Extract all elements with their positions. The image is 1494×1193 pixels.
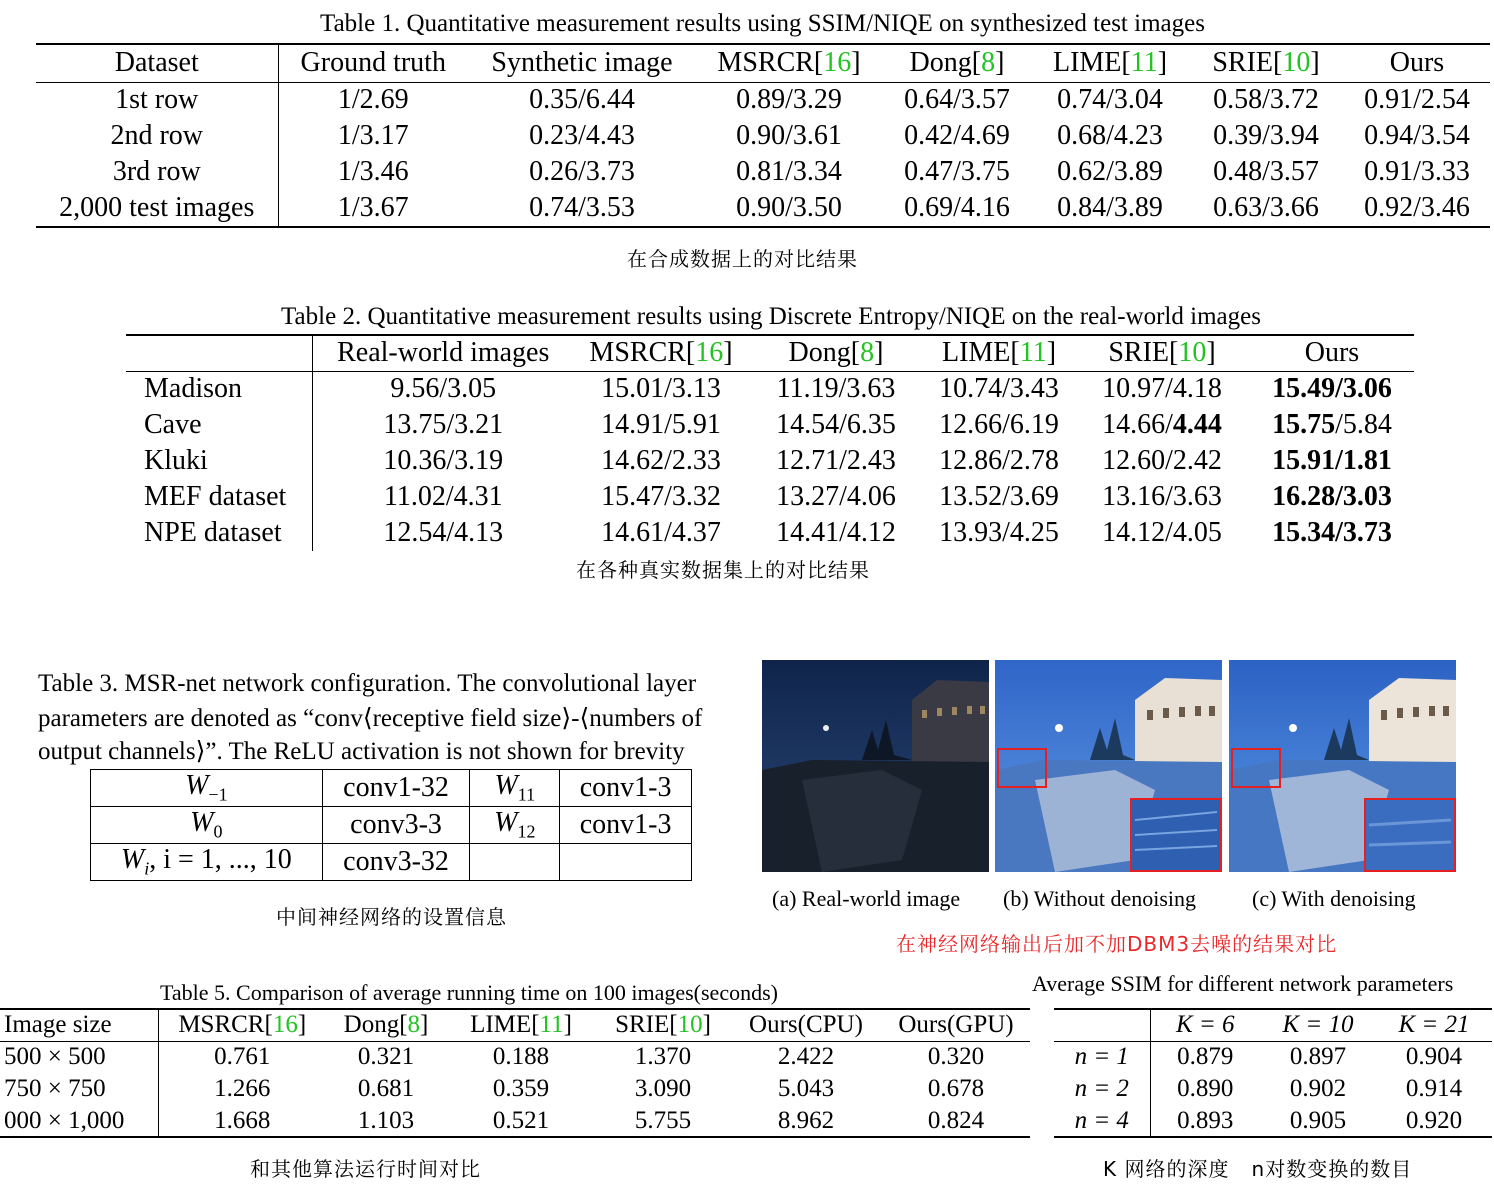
table-cell: 15.47/3.32 — [601, 481, 721, 512]
table-cell: 0.90/3.61 — [736, 120, 842, 151]
table5-header-size: Image size — [0, 1009, 158, 1041]
row-label: 000 × 1,000 — [0, 1105, 158, 1137]
table-cell-best: 0.521 — [492, 1106, 550, 1134]
table1-header-syn: Synthetic image — [491, 47, 673, 79]
table-cell: 14.54/6.35 — [776, 409, 896, 440]
citation-link[interactable]: 16 — [823, 47, 852, 79]
table-cell: conv1-3 — [560, 770, 692, 807]
citation-link[interactable]: 16 — [695, 337, 724, 369]
table-cell: $W_0$ — [91, 806, 323, 843]
table6-header-empty — [1054, 1009, 1150, 1041]
table-cell: 0.320 — [927, 1043, 985, 1071]
row-label: 1st row — [36, 82, 278, 118]
table6-note: K 网络的深度 n对数变换的数目 — [1103, 1157, 1413, 1181]
table-cell: 2.422 — [777, 1043, 835, 1071]
citation-link[interactable]: 10 — [677, 1011, 703, 1039]
table-cell: 12.66/6.19 — [939, 409, 1059, 440]
table1-header-msrcr: MSRCR[16] — [717, 47, 861, 79]
table-cell: 13.27/4.06 — [776, 481, 896, 512]
real-world-image — [762, 660, 989, 872]
table-row — [126, 443, 1414, 479]
table-cell: 14.66/4.44 — [1102, 409, 1222, 440]
table5-header-gpu: Ours(GPU) — [898, 1011, 1014, 1039]
table-cell: 13.75/3.21 — [383, 409, 504, 440]
table-cell: 10.97/4.18 — [1102, 373, 1222, 405]
row-label: n = 1 — [1054, 1041, 1150, 1073]
table-cell: $W_{-1}$ — [91, 770, 323, 807]
table-cell: 15.01/3.13 — [601, 373, 721, 405]
table-cell: $W_{11}$ — [470, 770, 560, 807]
row-label: n = 4 — [1054, 1105, 1150, 1137]
table-cell-best: 15.34/3.73 — [1272, 517, 1392, 548]
table-row — [91, 806, 692, 843]
table1-header-srie: SRIE[10] — [1212, 47, 1320, 79]
table-cell: 0.64/3.57 — [904, 84, 1010, 116]
figure-caption-a: (a) Real-world image — [772, 886, 961, 911]
table-cell: 3.090 — [634, 1075, 692, 1102]
row-label: NPE dataset — [126, 515, 312, 551]
table-cell: 0.47/3.75 — [904, 156, 1010, 187]
citation-link[interactable]: 8 — [407, 1011, 421, 1039]
citation-link[interactable]: 8 — [860, 337, 875, 369]
table-cell: 12.54/4.13 — [383, 517, 504, 548]
table-row — [126, 515, 1414, 551]
table-cell: 10.36/3.19 — [383, 445, 504, 476]
table-cell-best: 16.28/3.03 — [1272, 481, 1392, 512]
table-cell: 1.370 — [634, 1043, 692, 1071]
table-cell-best: 0.92/3.46 — [1364, 192, 1470, 223]
table2-header-real: Real-world images — [337, 337, 550, 369]
figure-caption-c: (c) With denoising — [1252, 886, 1416, 911]
table2-header-dong: Dong[8] — [788, 337, 884, 369]
table-cell: 5.755 — [634, 1106, 692, 1134]
citation-link[interactable]: 10 — [1282, 47, 1311, 79]
table-cell: 0.761 — [214, 1043, 271, 1071]
table-cell: 12.86/2.78 — [939, 445, 1059, 476]
table-cell: 0.89/3.29 — [736, 84, 842, 116]
table-cell: conv3-32 — [322, 843, 470, 880]
table5-header-dong: Dong[8] — [343, 1011, 429, 1039]
row-label: Cave — [126, 407, 312, 443]
citation-link[interactable]: 11 — [1130, 47, 1158, 79]
table1-header-dataset: Dataset — [36, 44, 278, 82]
table-row — [1054, 1073, 1492, 1105]
table6-header-row — [1054, 1009, 1492, 1041]
table-cell: 0.63/3.66 — [1213, 192, 1319, 223]
table-cell: 1/3.17 — [337, 120, 409, 151]
with-denoising-image — [1229, 660, 1456, 872]
table3-caption-line2: parameters are denoted as “conv⟨receptive field size⟩-⟨numbers of — [38, 705, 703, 732]
table-row — [1054, 1041, 1492, 1073]
table2-caption: Table 2. Quantitative measurement results using Discrete Entropy/NIQE on the real-world images — [281, 303, 1261, 330]
table-cell: 1.266 — [214, 1075, 271, 1102]
citation-link[interactable]: 11 — [1019, 337, 1047, 369]
table5-header-msrcr: MSRCR[16] — [178, 1011, 307, 1039]
table2-header-empty — [126, 335, 312, 371]
table1 — [36, 43, 1490, 228]
row-label: 3rd row — [36, 154, 278, 190]
table5 — [0, 1008, 1030, 1138]
table-cell: $W_i$, i = 1, ..., 10 — [91, 843, 323, 880]
table-row — [36, 154, 1490, 190]
table-cell: $W_{12}$ — [470, 806, 560, 843]
table-cell: 1/3.46 — [337, 156, 409, 187]
table-cell: 13.93/4.25 — [939, 517, 1059, 548]
table-cell: 0.893 — [1177, 1106, 1234, 1134]
citation-link[interactable]: 8 — [981, 47, 996, 79]
table5-caption: Table 5. Comparison of average running time on 100 images(seconds) — [160, 980, 778, 1005]
table-cell: 0.879 — [1177, 1043, 1234, 1071]
table2 — [126, 334, 1414, 551]
table-cell: 0.74/3.04 — [1057, 84, 1163, 116]
table-cell: 1/2.69 — [337, 84, 409, 116]
table3-caption-line3: output channels⟩”. The ReLU activation is not shown for brevity — [38, 738, 685, 765]
table1-header-ours: Ours — [1389, 47, 1445, 79]
figure-caption-b: (b) Without denoising — [1003, 886, 1197, 911]
table-cell: 1.668 — [214, 1106, 271, 1134]
table-cell: 0.920 — [1405, 1106, 1463, 1134]
table-row — [126, 407, 1414, 443]
table2-note: 在各种真实数据集上的对比结果 — [576, 558, 870, 582]
table-row — [0, 1073, 1030, 1105]
row-label: Madison — [126, 371, 312, 407]
row-label: MEF dataset — [126, 479, 312, 515]
table-cell: 0.681 — [357, 1075, 415, 1102]
table-row — [0, 1105, 1030, 1137]
table1-header-dong: Dong[8] — [909, 47, 1005, 79]
table-cell-empty — [560, 843, 692, 880]
table-cell: 0.902 — [1289, 1075, 1347, 1102]
table-row — [126, 479, 1414, 515]
table-cell: 0.81/3.34 — [736, 156, 842, 187]
row-label: 500 × 500 — [0, 1041, 158, 1073]
table5-header-lime: LIME[11] — [470, 1011, 572, 1039]
table-cell: 0.824 — [927, 1106, 985, 1134]
table-cell: 0.84/3.89 — [1057, 192, 1163, 223]
table2-header-ours: Ours — [1304, 337, 1360, 369]
table-cell: 0.62/3.89 — [1057, 156, 1163, 187]
table-cell-best: 15.49/3.06 — [1272, 373, 1392, 405]
row-label: 2,000 test images — [36, 190, 278, 227]
row-label: n = 2 — [1054, 1073, 1150, 1105]
table-cell: 13.16/3.63 — [1102, 481, 1222, 512]
table-row — [126, 371, 1414, 407]
table-cell-best: 0.91/3.33 — [1364, 156, 1470, 187]
table-cell-best: 0.91/2.54 — [1364, 84, 1470, 116]
table-cell: 14.62/2.33 — [601, 445, 721, 476]
table3-note: 中间神经网络的设置信息 — [276, 905, 507, 929]
table-cell: 10.74/3.43 — [939, 373, 1059, 405]
row-label: Kluki — [126, 443, 312, 479]
table5-header-srie: SRIE[10] — [615, 1011, 711, 1039]
table-cell: 0.897 — [1289, 1043, 1347, 1071]
table-cell: 14.12/4.05 — [1102, 517, 1222, 548]
table-cell-best: 0.359 — [492, 1075, 550, 1102]
table1-header-row — [36, 44, 1490, 82]
table-cell-best: 0.94/3.54 — [1364, 120, 1470, 151]
table-cell: 0.914 — [1405, 1075, 1463, 1102]
table-cell: 12.60/2.42 — [1102, 445, 1222, 476]
table-cell: 0.35/6.44 — [529, 84, 635, 116]
table-cell: 1.103 — [357, 1106, 415, 1134]
table5-header-row — [0, 1009, 1030, 1041]
table2-header-lime: LIME[11] — [941, 337, 1057, 369]
table-cell: 0.678 — [927, 1075, 985, 1102]
table5-note: 和其他算法运行时间对比 — [250, 1157, 481, 1181]
table-cell: 0.69/4.16 — [904, 192, 1010, 223]
table1-header-gt: Ground truth — [300, 47, 446, 79]
citation-link[interactable]: 16 — [272, 1011, 298, 1039]
table-cell-best: 0.188 — [492, 1043, 550, 1071]
table-cell: 14.91/5.91 — [601, 409, 721, 440]
table6 — [1054, 1008, 1492, 1138]
row-label: 750 × 750 — [0, 1073, 158, 1105]
table2-header-srie: SRIE[10] — [1108, 337, 1216, 369]
table-cell: 0.58/3.72 — [1213, 84, 1319, 116]
table-cell: 0.905 — [1289, 1106, 1347, 1134]
table2-header-row — [126, 335, 1414, 371]
citation-link[interactable]: 10 — [1178, 337, 1207, 369]
figure-note: 在神经网络输出后加不加DBM3去噪的结果对比 — [896, 932, 1338, 956]
table-cell-best: 15.75/5.84 — [1272, 409, 1392, 440]
table-cell: 1/3.67 — [337, 192, 409, 223]
table-row — [91, 770, 692, 807]
table-cell: 0.42/4.69 — [904, 120, 1010, 151]
table-cell: conv1-32 — [322, 770, 470, 807]
row-label: 2nd row — [36, 118, 278, 154]
table1-caption: Table 1. Quantitative measurement results using SSIM/NIQE on synthesized test images — [320, 10, 1205, 37]
table-row — [36, 118, 1490, 154]
table6-caption: Average SSIM for different network parameters — [1032, 971, 1454, 996]
table-cell: 0.23/4.43 — [529, 120, 635, 151]
table3 — [90, 769, 692, 881]
table-cell: 11.02/4.31 — [383, 481, 503, 512]
table-row — [91, 843, 692, 880]
table-cell-empty — [470, 843, 560, 880]
table1-note: 在合成数据上的对比结果 — [627, 247, 858, 271]
table-cell: 0.68/4.23 — [1057, 120, 1163, 151]
table-cell: 14.61/4.37 — [601, 517, 721, 548]
table-cell: 0.26/3.73 — [529, 156, 635, 187]
table-cell: 11.19/3.63 — [776, 373, 896, 405]
table-row — [1054, 1105, 1492, 1137]
table-cell: conv3-3 — [322, 806, 470, 843]
citation-link[interactable]: 11 — [539, 1011, 564, 1039]
table-cell: conv1-3 — [560, 806, 692, 843]
table-cell-best: 15.91/1.81 — [1272, 445, 1392, 476]
table-cell: 0.74/3.53 — [529, 192, 635, 223]
table-cell: 13.52/3.69 — [939, 481, 1059, 512]
table-cell: 0.48/3.57 — [1213, 156, 1319, 187]
table6-header-k6: K = 6 — [1175, 1011, 1235, 1039]
table-cell: 8.962 — [777, 1106, 835, 1134]
table-row — [36, 190, 1490, 227]
table-row — [36, 82, 1490, 118]
table5-header-cpu: Ours(CPU) — [749, 1011, 863, 1039]
without-denoising-image — [995, 660, 1222, 872]
table2-header-msrcr: MSRCR[16] — [589, 337, 733, 369]
table-cell: 9.56/3.05 — [390, 373, 497, 405]
table-cell: 0.890 — [1177, 1075, 1234, 1102]
table-cell: 14.41/4.12 — [776, 517, 896, 548]
table-cell: 0.90/3.50 — [736, 192, 842, 223]
table6-header-k10: K = 10 — [1282, 1011, 1354, 1039]
table6-header-k21: K = 21 — [1398, 1011, 1470, 1039]
table-cell: 0.904 — [1405, 1043, 1463, 1071]
table1-header-lime: LIME[11] — [1052, 47, 1168, 79]
table-cell: 0.39/3.94 — [1213, 120, 1319, 151]
table3-caption-line1: Table 3. MSR-net network configuration. The convolutional layer — [38, 670, 697, 697]
table-cell: 12.71/2.43 — [776, 445, 896, 476]
table-cell: 0.321 — [357, 1043, 415, 1071]
table-row — [0, 1041, 1030, 1073]
table-cell: 5.043 — [777, 1075, 835, 1102]
